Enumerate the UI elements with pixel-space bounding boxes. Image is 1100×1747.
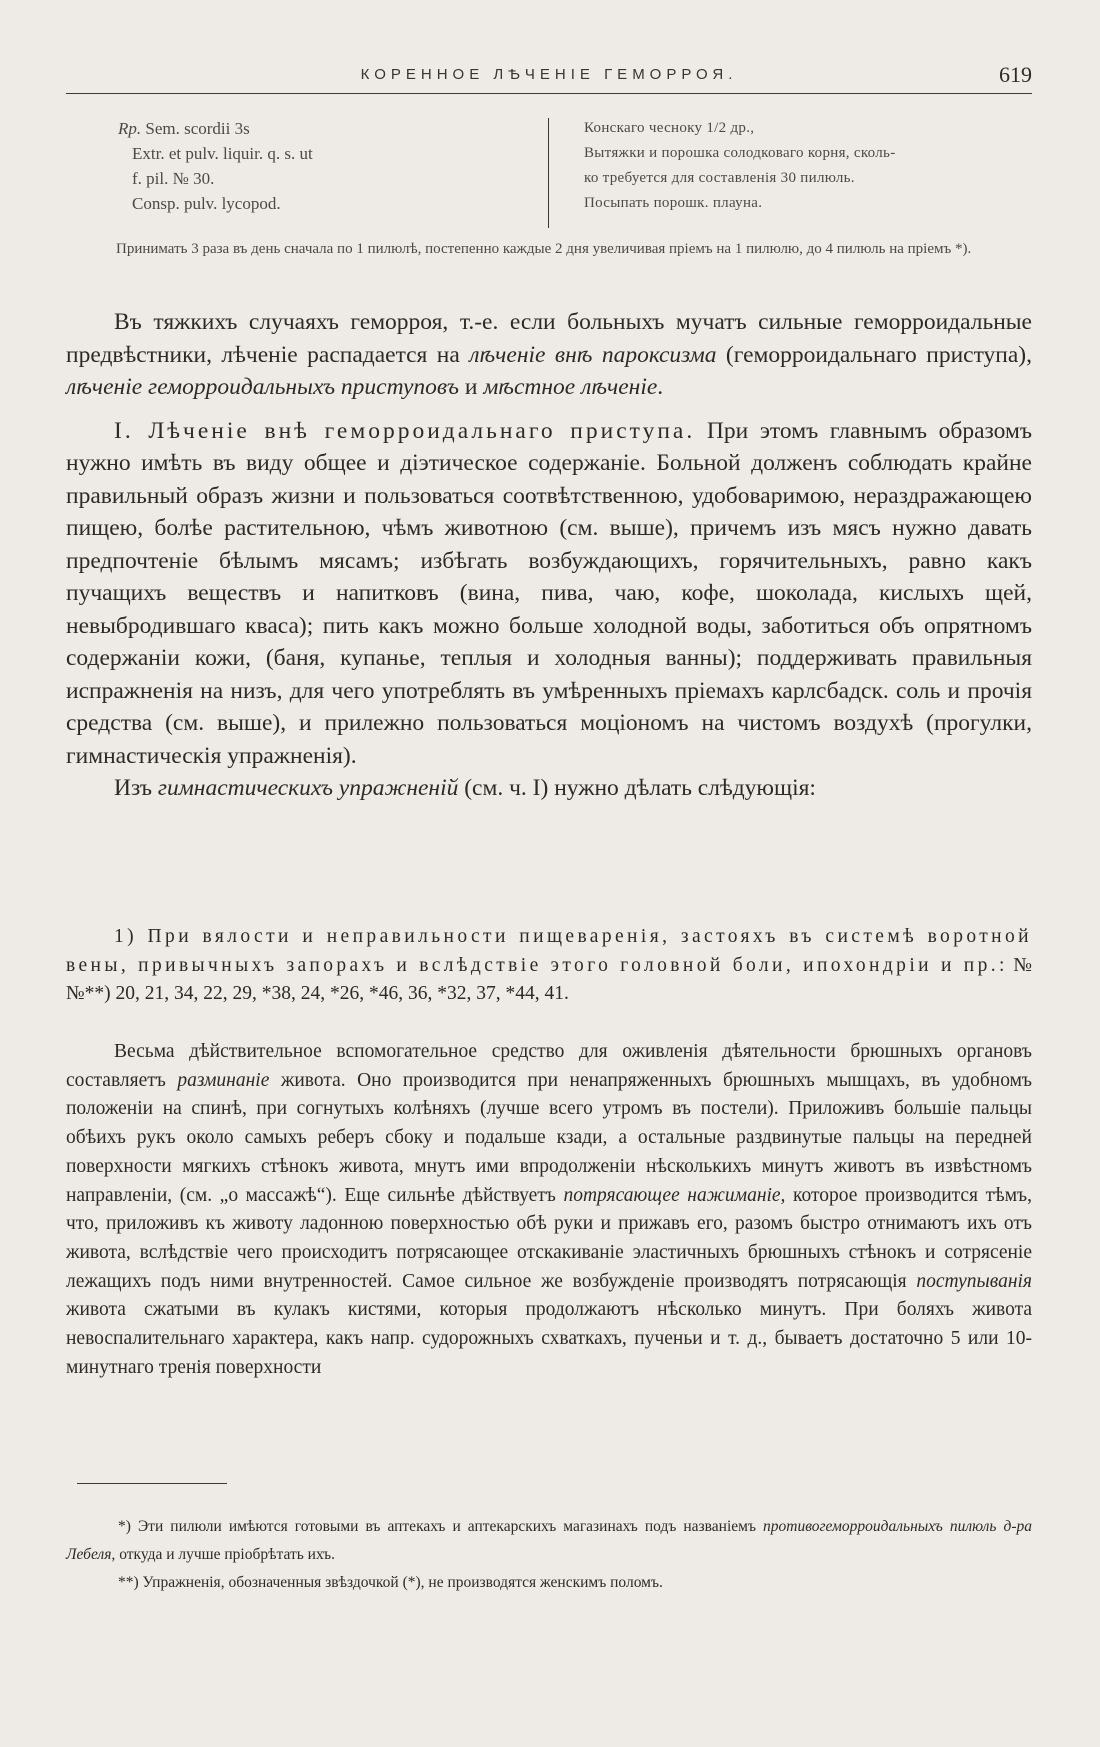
russian-line: Вытяжки и порошка солодковаго корня, сколь- [584, 145, 896, 161]
latin-text: Extr. et pulv. liquir. q. s. ut [132, 144, 313, 163]
page-number: 619 [999, 62, 1032, 87]
latin-text: Sem. scordii 3s [141, 119, 250, 138]
italic-term: потрясающее нажиманіе, [563, 1184, 786, 1206]
footnote-1 [66, 1513, 1032, 1569]
paragraph-massage [66, 1038, 1032, 1382]
section-heading: I. Лѣченіе внѣ геморроидальнаго приступа. [114, 417, 696, 444]
italic-term: мѣстное лѣченіе [483, 374, 658, 400]
running-title: КОРЕННОЕ ЛѢЧЕНІЕ ГЕМОРРОЯ. [360, 66, 738, 83]
text-run: (геморроидальнаго приступа), [716, 341, 1032, 368]
prescription [118, 116, 1032, 228]
exercise-indication: 1) При вялости и неправильности пищеваренія, застояхъ въ системѣ воротной вены, привычныхъ запорахъ и вслѣдствіе этого головной боли, ипохондріи и пр.: [66, 926, 1032, 976]
latin-text: Consp. pulv. lycopod. [132, 194, 281, 213]
italic-term: гимнастическихъ упражненій [157, 775, 459, 801]
russian-line: Посыпать порошк. плауна. [584, 195, 763, 211]
exercise-list [66, 923, 1032, 1009]
main-text [66, 306, 1032, 805]
italic-term: противогеморроидальныхъ пилюль д-ра Лебеля, [66, 1518, 1032, 1563]
dosage-instructions: Принимать 3 раза въ день сначала по 1 пилюлѣ, постепенно каждые 2 дня увеличивая пріемъ на 1 пилюлю, до 4 пилюль на пріемъ *). [116, 241, 972, 257]
italic-term: лѣченіе геморроидальныхъ приступовъ [66, 374, 459, 400]
text-run: живота сжатыми въ кулакъ кистями, которыя продолжаютъ нѣсколько минутъ. При боляхъ живота невоспалительнаго характера, какъ напр. судорожныхъ схваткахъ, пученьи и т. д., бываетъ достаточно 5 или 10-минутнаго тренія поверхности [66, 1299, 1032, 1378]
text-run: Изъ [114, 775, 158, 801]
text-run: живота. Оно производится при ненапряженныхъ брюшныхъ мышцахъ, въ удобномъ положеніи на спинѣ, при согнутыхъ колѣняхъ (лучше всего утромъ въ постели). Приложивъ большіе пальцы обѣихъ рукъ около самыхъ реберъ сбоку и подальше кзади, а остальные раздвинутые пальцы на передней поверхности мягкихъ стѣнокъ живота, мнутъ ими впродолженіи нѣсколькихъ минутъ животъ въ извѣстномъ направленіи, (см. „о массажѣ“). Еще сильнѣе дѣйствуетъ [66, 1069, 1033, 1206]
prescription-divider [548, 118, 549, 228]
exercise-numbers: №№**) 20, 21, 34, 22, 29, *38, 24, *26, *46, 36, *32, 37, *44, 41. [66, 954, 1032, 1005]
prescription-latin [118, 116, 543, 216]
massage-paragraph [66, 1038, 1032, 1382]
text-run: и [458, 374, 484, 400]
footnote-2: **) Упражненія, обозначенныя звѣздочкой (*), не производятся женскимъ поломъ. [118, 1574, 663, 1591]
latin-text: f. pil. № 30. [132, 169, 215, 188]
latin-line [118, 116, 543, 141]
exercise-item [66, 923, 1032, 1009]
russian-line: ко требуется для составленія 30 пилюль. [584, 170, 855, 186]
russian-line: Конскаго чесноку 1/2 др., [584, 120, 755, 136]
text-run: . [657, 374, 664, 400]
latin-line [118, 191, 543, 216]
paragraph-intro [66, 306, 1032, 404]
latin-line [118, 141, 543, 166]
prescription-russian [584, 116, 1034, 216]
italic-term: разминаніе [177, 1069, 270, 1091]
paragraph-exercises-intro [66, 772, 1032, 805]
running-head [66, 62, 1032, 96]
text-run: *) Эти пилюли имѣются готовыми въ аптекахъ и аптекарскихъ магазинахъ подъ названіемъ [118, 1518, 764, 1535]
text-run: Въ тяжкихъ случаяхъ геморроя, т.-е. если больныхъ мучатъ сильные геморроидальные предвѣстники, лѣченіе распадается на [66, 309, 1032, 368]
text-run: откуда и лучше пріобрѣтать ихъ. [115, 1546, 336, 1563]
italic-term: лѣченіе внѣ пароксизма [469, 341, 717, 368]
text-run: которое производится тѣмъ, что, приложивъ къ животу ладонною поверхностью обѣ руки и прижавъ его, разомъ быстро отнимаютъ ихъ отъ живота, вслѣдствіе чего происходитъ потрясающее отскакиваніе эластичныхъ брюшныхъ стѣнокъ и сотрясеніе лежащихъ подъ ними внутренностей. Самое сильное же возбужденіе производятъ потрясающія [66, 1184, 1032, 1292]
paragraph-section-1 [66, 415, 1032, 773]
italic-term: поступыванія [916, 1270, 1032, 1292]
text-run: При этомъ главнымъ образомъ нужно имѣть въ виду общее и діэтическое содержаніе. Больной долженъ соблюдать крайне правильный образъ жизни и пользоваться соотвѣтственною, удобоваримою, нераздражающею пищею, болѣе растительною, чѣмъ животною (см. выше), причемъ изъ мясъ нужно давать предпочтеніе бѣлымъ мясамъ; избѣгать возбуждающихъ, горячительныхъ, равно какъ пучащихъ веществъ и напитковъ (вина, пива, чаю, кофе, шоколада, кислыхъ щей, невыбродившаго кваса); пить какъ можно больше холодной воды, заботиться объ опрятномъ содержаніи кожи, (баня, купанье, теплыя и холодныя ванны); поддерживать правильныя испражненія на низъ, для чего употреблять въ умѣренныхъ пріемахъ карлсбадск. соль и прочія средства (см. выше), и прилежно пользоваться моціономъ на чистомъ воздухѣ (прогулки, гимнастическія упражненія). [66, 417, 1032, 769]
footnote-rule [77, 1483, 227, 1484]
text-run: Весьма дѣйствительное вспомогательное средство для оживленія дѣятельности брюшныхъ органовъ составляетъ [66, 1041, 1032, 1091]
rx-mark: Rp. [118, 119, 142, 138]
footnotes [66, 1513, 1032, 1597]
latin-line [118, 166, 543, 191]
text-run: (см. ч. I) нужно дѣлать слѣдующія: [458, 775, 816, 801]
header-rule [66, 93, 1032, 94]
